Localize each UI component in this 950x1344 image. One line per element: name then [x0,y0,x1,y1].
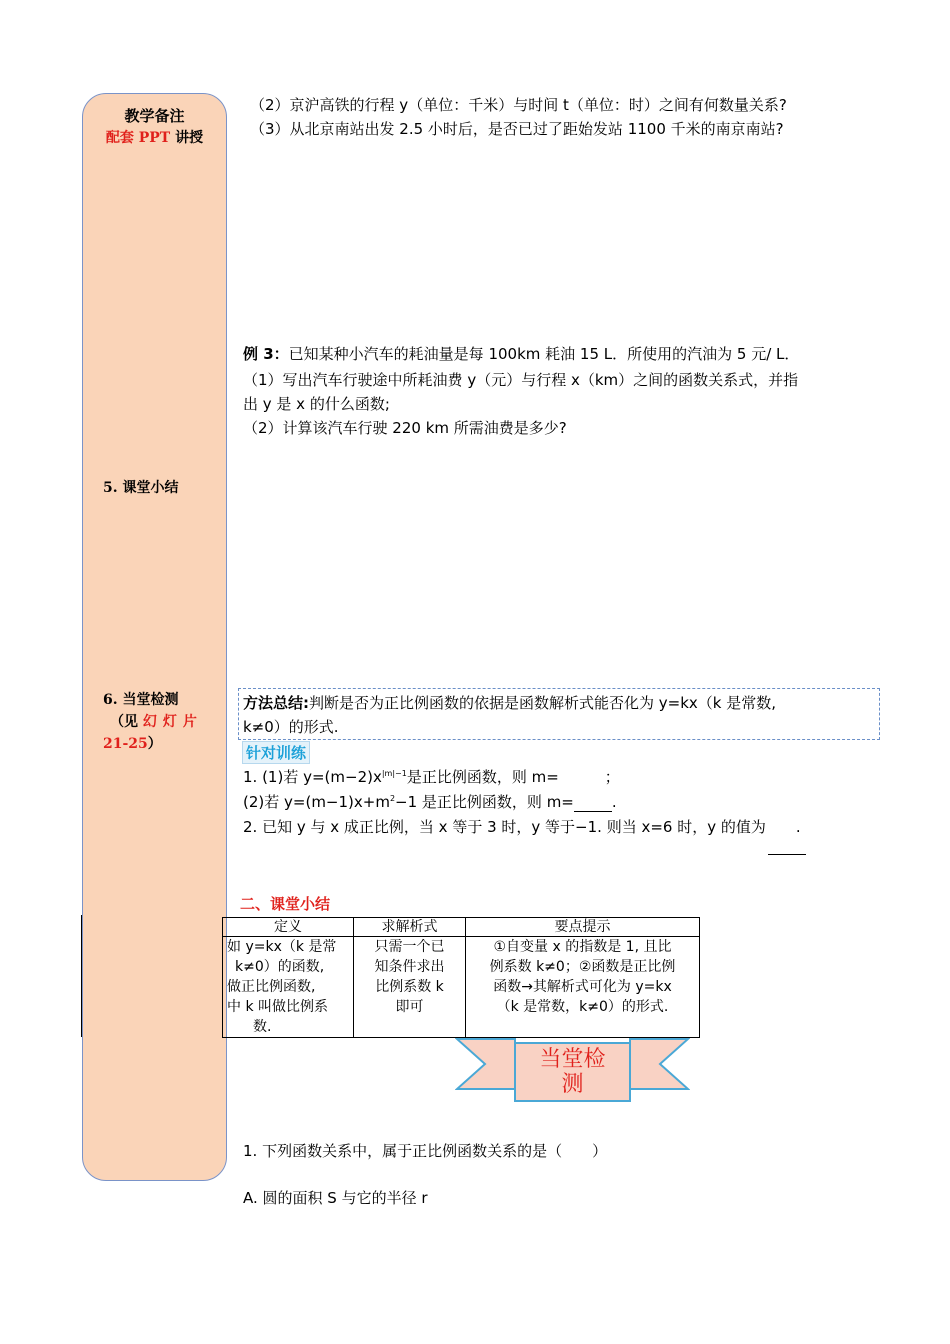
practice-q1b-end: . [611,793,617,811]
practice-q1a-pre: 1. (1)若 y=(m−2)x [243,768,382,786]
sidebar-subtitle [82,127,227,147]
cell-key-points-line: 函数→其解析式可化为 y=kx [493,979,672,995]
sidebar-item-summary: 5. 课堂小结 [103,480,179,496]
cell-definition-line: 中 k 叫做比例系 [227,999,329,1015]
sidebar-note-slides: 幻灯片 [142,714,203,730]
cell-definition-line: k≠0）的函数, [235,959,325,975]
cell-definition-line: 数. [253,1019,272,1035]
practice-title: 针对训练 [242,741,310,764]
sidebar-subtitle-end: 讲授 [175,130,204,146]
sidebar-subtitle-ppt: PPT [138,130,171,146]
sidebar-note-close: ） [147,736,162,752]
cell-definition-line: 如 y=kx（k 是常 [227,939,337,955]
page-edge-line [81,915,82,1037]
banner-right-ribbon [630,1039,688,1089]
summary-table-header [223,918,700,937]
question-3: （3）从北京南站出发 2.5 小时后，是否已过了距始发站 1100 千米的南京南站? [250,120,784,138]
practice-q1b-post: −1 是正比例函数，则 m= [395,793,574,811]
example-3-part1b: 出 y 是 x 的什么函数; [243,395,390,413]
method-summary-line2: k≠0）的形式. [243,718,339,736]
practice-q1b [243,791,617,812]
header-definition: 定义 [223,918,354,937]
banner-line1: 当堂检 [539,1047,606,1072]
sidebar-item-test: 6. 当堂检测 [103,692,179,708]
header-expression: 求解析式 [354,918,466,937]
sidebar-title: 教学备注 [124,107,185,125]
practice-q1b-pre: (2)若 y=(m−1)x+m [243,793,390,811]
practice-q1a-post: 是正比例函数，则 m= [406,768,559,786]
cell-key-points [466,937,700,1038]
summary-table [222,917,700,1038]
practice-q2 [243,816,801,837]
cell-expression-line: 即可 [395,999,424,1015]
sidebar-note-range: 21-25 [103,736,148,752]
cell-definition [223,937,354,1038]
test-question-1: 1. 下列函数关系中，属于正比例函数关系的是（ ） [243,1142,608,1160]
cell-expression-line: 知条件求出 [374,959,445,975]
practice-q1b-exp: 2 [389,794,396,803]
practice-q1a-end: ； [604,768,620,786]
summary-table-row [223,937,700,1038]
sidebar-item-test-range [103,733,162,753]
example-3-text: 已知某种小汽车的耗油量是每 100km 耗油 15 L．所使用的汽油为 5 元/ L． [288,345,800,363]
practice-q1a-exp: |m|−1 [381,769,407,778]
header-key-points: 要点提示 [466,918,700,937]
summary-heading: 二、课堂小结 [240,895,331,913]
question-2: （2）京沪高铁的行程 y（单位：千米）与时间 t（单位：时）之间有何数量关系? [250,96,787,114]
example-3-part2: （2）计算该汽车行驶 220 km 所需油费是多少? [243,419,567,437]
teaching-notes-sidebar [82,93,227,1181]
banner-line2: 测 [561,1072,584,1097]
banner-text [515,1047,630,1097]
practice-q1a [243,766,620,787]
example-3-label: 例 3： [243,345,289,363]
method-summary-label: 方法总结: [243,694,309,712]
sidebar-note-open: （见 [110,714,138,730]
sidebar-item-test-note [110,711,203,731]
cell-expression-line: 比例系数 k [375,979,444,995]
method-summary-text1: 判断是否为正比例函数的依据是函数解析式能否化为 y=kx（k 是常数, [309,694,777,712]
test-option-a: A. 圆的面积 S 与它的半径 r [243,1189,428,1207]
sidebar-subtitle-red: 配套 [105,130,134,146]
cell-key-points-line: （k 是常数，k≠0）的形式. [496,999,669,1015]
cell-key-points-line: 例系数 k≠0；②函数是正比例 [489,959,676,975]
answer-line [768,854,806,855]
example-3-part1a: （1）写出汽车行驶途中所耗油费 y（元）与行程 x（km）之间的函数关系式，并指 [243,371,799,389]
cell-key-points-line: ①自变量 x 的指数是 1, 且比 [493,939,672,955]
banner-left-ribbon [457,1039,515,1089]
cell-expression-line: 只需一个已 [374,939,445,955]
practice-q1b-blank [574,793,612,812]
practice-q2-text: 2. 已知 y 与 x 成正比例，当 x 等于 3 时，y 等于−1. 则当 x=6 时，y 的值为 [243,818,766,836]
practice-q2-end: . [795,818,801,836]
cell-expression [354,937,466,1038]
cell-definition-line: 做正比例函数, [227,979,316,995]
example-3 [243,343,799,364]
method-summary-line1 [243,692,776,713]
